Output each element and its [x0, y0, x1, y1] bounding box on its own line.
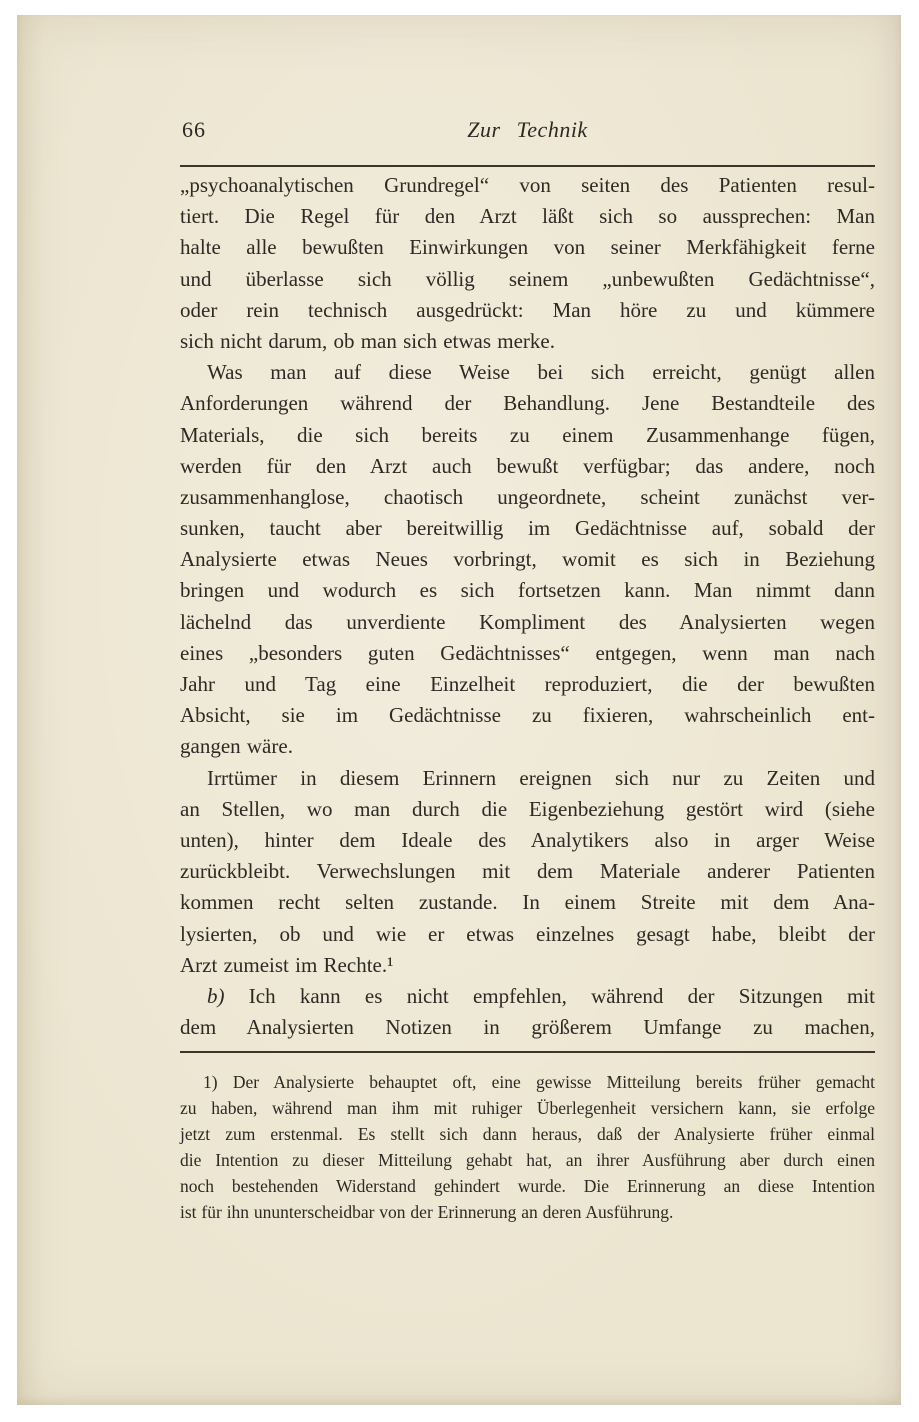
body-line: dem Analysierten Notizen in größerem Umfange zu machen,	[180, 1015, 875, 1040]
footnote-line: die Intention zu dieser Mitteilung gehabt hat, an ihrer Ausführung aber durch einen	[180, 1150, 875, 1170]
running-head	[180, 117, 875, 149]
body-line: Irrtümer in diesem Erinnern ereignen sich nur zu Zeiten und	[207, 765, 875, 790]
footnote-rule	[180, 1051, 875, 1053]
running-title: Zur Technik	[467, 117, 588, 142]
footnote-line: jetzt zum erstenmal. Es stellt sich dann heraus, daß der Analysierte früher einmal	[180, 1124, 875, 1144]
body-line: und überlasse sich völlig seinem „unbewußten Gedächtnisse“,	[180, 266, 875, 291]
footnote-line: noch bestehenden Widerstand gehindert wurde. Die Erinnerung an diese Intention	[180, 1176, 875, 1196]
body-line: kommen recht selten zustande. In einem Streite mit dem Ana-	[180, 890, 875, 915]
body-line: Arzt zumeist im Rechte.¹	[180, 952, 394, 977]
body-line: oder rein technisch ausgedrückt: Man höre zu und kümmere	[180, 297, 875, 322]
body-line: bringen und wodurch es sich fortsetzen kann. Man nimmt dann	[180, 578, 875, 603]
body-line: Absicht, sie im Gedächtnisse zu fixieren, wahrscheinlich ent-	[180, 703, 875, 728]
body-line: „psychoanalytischen Grundregel“ von seiten des Patienten resul-	[180, 173, 875, 197]
page-number: 66	[182, 117, 206, 142]
footnote-line: zu haben, während man ihm mit ruhiger Überlegenheit versichern kann, sie erfolge	[180, 1098, 875, 1118]
body-line: gangen wäre.	[180, 734, 293, 759]
body-line: halte alle bewußten Einwirkungen von seiner Merkfähigkeit ferne	[180, 235, 875, 260]
body-line: lysierten, ob und wie er etwas einzelnes gesagt habe, bleibt der	[180, 921, 875, 946]
body-line: zurückbleibt. Verwechslungen mit dem Materiale anderer Patienten	[180, 859, 875, 884]
paragraph-marker-italic: b)	[207, 983, 225, 1008]
body-line: sunken, taucht aber bereitwillig im Gedächtnisse auf, sobald der	[180, 516, 875, 541]
body-line: Jahr und Tag eine Einzelheit reproduziert, die der bewußten	[180, 672, 875, 696]
body-line: Was man auf diese Weise bei sich erreicht, genügt allen	[207, 360, 875, 385]
body-line: zusammenhanglose, chaotisch ungeordnete, scheint zunächst ver-	[180, 484, 875, 509]
body-line: Analysierte etwas Neues vorbringt, womit es sich in Beziehung	[180, 547, 875, 572]
body-line: sich nicht darum, ob man sich etwas merke.	[180, 328, 555, 353]
body-line: tiert. Die Regel für den Arzt läßt sich so aussprechen: Man	[180, 204, 875, 229]
paper-sheet	[17, 15, 901, 1405]
body-line: Materials, die sich bereits zu einem Zusammenhange fügen,	[180, 422, 875, 447]
header-rule	[180, 165, 875, 167]
body-line: lächelnd das unverdiente Kompliment des Analysierten wegen	[180, 609, 875, 634]
body-line: unten), hinter dem Ideale des Analytikers also in arger Weise	[180, 827, 875, 852]
body-line: werden für den Arzt auch bewußt verfügbar; das andere, noch	[180, 453, 875, 478]
footnote-line: 1) Der Analysierte behauptet oft, eine gewisse Mitteilung bereits früher gemacht	[203, 1072, 875, 1092]
body-line: b) Ich kann es nicht empfehlen, während der Sitzungen mit	[207, 983, 875, 1008]
body-text	[180, 170, 875, 1043]
footnote-line: ist für ihn ununterscheidbar von der Erinnerung an deren Ausführung.	[180, 1202, 674, 1222]
body-line: Anforderungen während der Behandlung. Jene Bestandteile des	[180, 391, 875, 416]
body-line: eines „besonders guten Gedächtnisses“ entgegen, wenn man nach	[180, 640, 875, 665]
footnote-text	[180, 1069, 875, 1225]
body-line: an Stellen, wo man durch die Eigenbeziehung gestört wird (siehe	[180, 796, 875, 821]
